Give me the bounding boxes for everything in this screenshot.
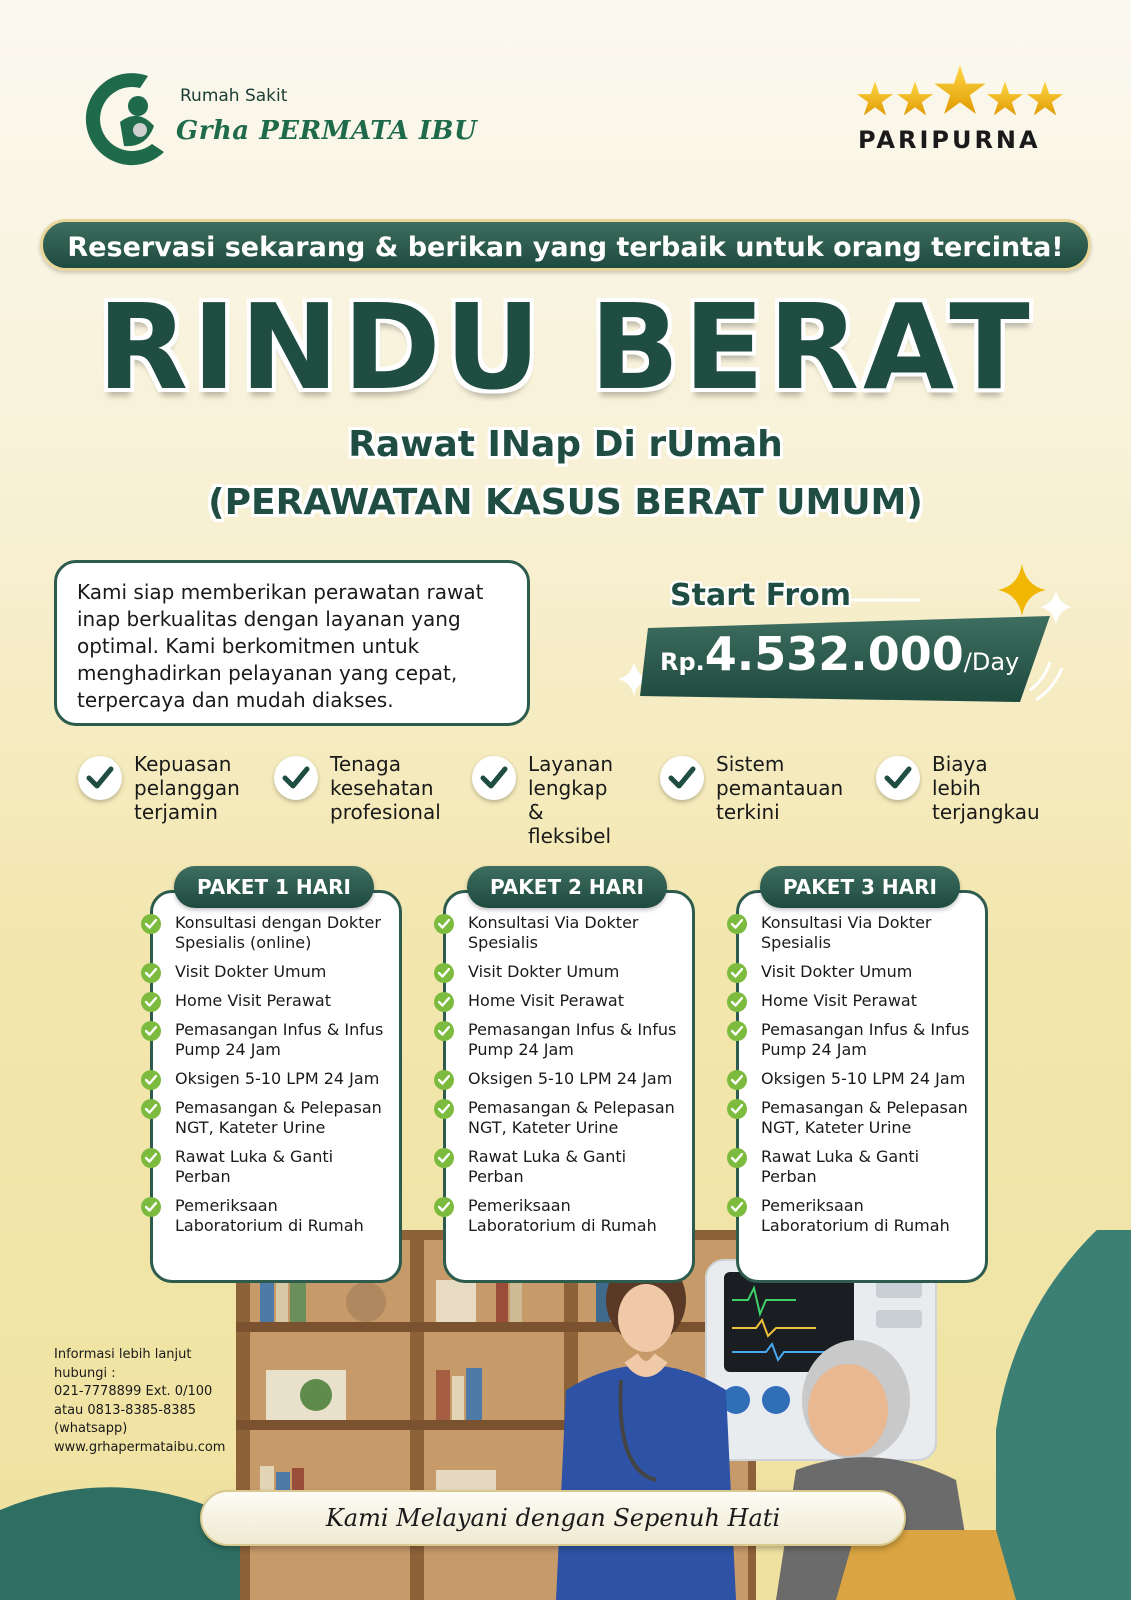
package-title: PAKET 3 HARI — [760, 866, 960, 908]
package-item — [434, 913, 694, 953]
description-box: Kami siap memberikan perawatan rawat inap berkualitas dengan layanan yang optimal. Kami berkomitmen untuk menghadirkan pelayanan yang cepat, terpercaya dan mudah diakses. — [54, 560, 530, 726]
check-circle-icon — [727, 914, 747, 934]
package-item — [434, 1147, 694, 1187]
check-circle-icon — [727, 992, 747, 1012]
check-circle-icon — [434, 1197, 454, 1217]
check-icon — [660, 756, 704, 800]
package-item-text: Home Visit Perawat — [175, 991, 331, 1010]
package-item-text: Pemasangan Infus & Infus Pump 24 Jam — [761, 1020, 970, 1059]
check-circle-icon — [434, 1099, 454, 1119]
package-item-text: Pemeriksaan Laboratorium di Rumah — [175, 1196, 364, 1235]
hospital-logo-icon — [78, 66, 170, 168]
check-circle-icon — [434, 1070, 454, 1090]
package-card — [150, 890, 402, 1283]
logo-subtitle: Rumah Sakit — [180, 86, 288, 106]
check-circle-icon — [434, 963, 454, 983]
package-item — [727, 1069, 987, 1089]
package-item-text: Pemeriksaan Laboratorium di Rumah — [468, 1196, 657, 1235]
package-item — [434, 1020, 694, 1060]
subtitle-service: Rawat INap Di rUmah — [348, 424, 783, 465]
package-title: PAKET 2 HARI — [467, 866, 667, 908]
package-item — [727, 913, 987, 953]
check-icon — [876, 756, 920, 800]
package-item — [434, 1196, 694, 1236]
package-item — [727, 1147, 987, 1187]
package-item — [727, 1098, 987, 1138]
package-item — [434, 1069, 694, 1089]
subtitle-category: (PERAWATAN KASUS BERAT UMUM) — [208, 482, 923, 523]
feature-label: Sistem pemantauan terkini — [716, 752, 844, 824]
package-card — [736, 890, 988, 1283]
check-circle-icon — [141, 1070, 161, 1090]
check-icon — [472, 756, 516, 800]
package-list — [727, 893, 987, 1245]
package-item-text: Pemasangan & Pelepasan NGT, Kateter Urine — [468, 1098, 675, 1137]
package-item — [141, 1069, 401, 1089]
package-item-text: Pemasangan & Pelepasan NGT, Kateter Urine — [175, 1098, 382, 1137]
check-icon — [78, 756, 122, 800]
package-item — [434, 1098, 694, 1138]
package-item-text: Pemasangan Infus & Infus Pump 24 Jam — [468, 1020, 677, 1059]
price-currency: Rp. — [660, 648, 705, 676]
package-item — [141, 962, 401, 982]
package-item-text: Pemeriksaan Laboratorium di Rumah — [761, 1196, 950, 1235]
package-item — [141, 913, 401, 953]
feature-label: Tenaga kesehatan profesional — [330, 752, 441, 824]
package-item-text: Oksigen 5-10 LPM 24 Jam — [761, 1069, 966, 1088]
price-value — [660, 627, 1019, 681]
package-item-text: Visit Dokter Umum — [761, 962, 913, 981]
package-item-text: Pemasangan & Pelepasan NGT, Kateter Urine — [761, 1098, 968, 1137]
package-item-text: Rawat Luka & Ganti Perban — [468, 1147, 627, 1186]
contact-info: Informasi lebih lanjut hubungi : 021-7778899 Ext. 0/100 atau 0813-8385-8385 (whatsapp) www.grhapermataibu.com — [54, 1347, 226, 1455]
accreditation-label: PARIPURNA — [858, 126, 1041, 154]
check-circle-icon — [434, 914, 454, 934]
package-item — [141, 1196, 401, 1236]
check-circle-icon — [727, 1148, 747, 1168]
check-circle-icon — [141, 914, 161, 934]
check-circle-icon — [141, 963, 161, 983]
check-circle-icon — [727, 1197, 747, 1217]
check-circle-icon — [141, 1021, 161, 1041]
package-item — [141, 1098, 401, 1138]
package-item — [141, 1020, 401, 1060]
package-item — [434, 991, 694, 1011]
price-start-label: Start From — [670, 578, 852, 613]
check-circle-icon — [141, 1148, 161, 1168]
price-amount: 4.532.000 — [704, 627, 964, 681]
package-item-text: Rawat Luka & Ganti Perban — [175, 1147, 334, 1186]
main-title: RINDU BERAT — [97, 278, 1034, 416]
tagline-banner: Reservasi sekarang & berikan yang terbaik untuk orang tercinta! — [40, 219, 1091, 271]
package-item-text: Rawat Luka & Ganti Perban — [761, 1147, 920, 1186]
package-item-text: Visit Dokter Umum — [468, 962, 620, 981]
package-item-text: Konsultasi Via Dokter Spesialis — [468, 913, 639, 952]
package-list — [434, 893, 694, 1245]
package-item-text: Oksigen 5-10 LPM 24 Jam — [468, 1069, 673, 1088]
check-circle-icon — [434, 1021, 454, 1041]
check-circle-icon — [727, 1021, 747, 1041]
feature-label: Biaya lebih terjangkau — [932, 752, 1040, 824]
package-item-text: Konsultasi dengan Dokter Spesialis (online) — [175, 913, 381, 952]
package-item — [141, 991, 401, 1011]
package-item-text: Konsultasi Via Dokter Spesialis — [761, 913, 932, 952]
check-icon — [274, 756, 318, 800]
package-item — [727, 1020, 987, 1060]
check-circle-icon — [141, 992, 161, 1012]
price-period: /Day — [963, 648, 1020, 676]
package-item-text: Home Visit Perawat — [761, 991, 917, 1010]
logo-title: Grha PERMATA IBU — [176, 116, 478, 146]
package-item — [434, 962, 694, 982]
package-item — [727, 991, 987, 1011]
check-circle-icon — [141, 1197, 161, 1217]
package-title: PAKET 1 HARI — [174, 866, 374, 908]
check-circle-icon — [727, 1070, 747, 1090]
package-item-text: Visit Dokter Umum — [175, 962, 327, 981]
package-item — [141, 1147, 401, 1187]
package-list — [141, 893, 401, 1245]
package-item-text: Pemasangan Infus & Infus Pump 24 Jam — [175, 1020, 384, 1059]
package-item — [727, 962, 987, 982]
five-stars-icon — [855, 62, 1065, 124]
check-circle-icon — [434, 992, 454, 1012]
feature-label: Layanan lengkap & fleksibel — [528, 752, 614, 848]
check-circle-icon — [727, 963, 747, 983]
check-circle-icon — [727, 1099, 747, 1119]
footer-slogan: Kami Melayani dengan Sepenuh Hati — [200, 1490, 906, 1546]
check-circle-icon — [434, 1148, 454, 1168]
package-card — [443, 890, 695, 1283]
feature-label: Kepuasan pelanggan terjamin — [134, 752, 240, 824]
package-item — [727, 1196, 987, 1236]
package-item-text: Oksigen 5-10 LPM 24 Jam — [175, 1069, 380, 1088]
package-item-text: Home Visit Perawat — [468, 991, 624, 1010]
check-circle-icon — [141, 1099, 161, 1119]
